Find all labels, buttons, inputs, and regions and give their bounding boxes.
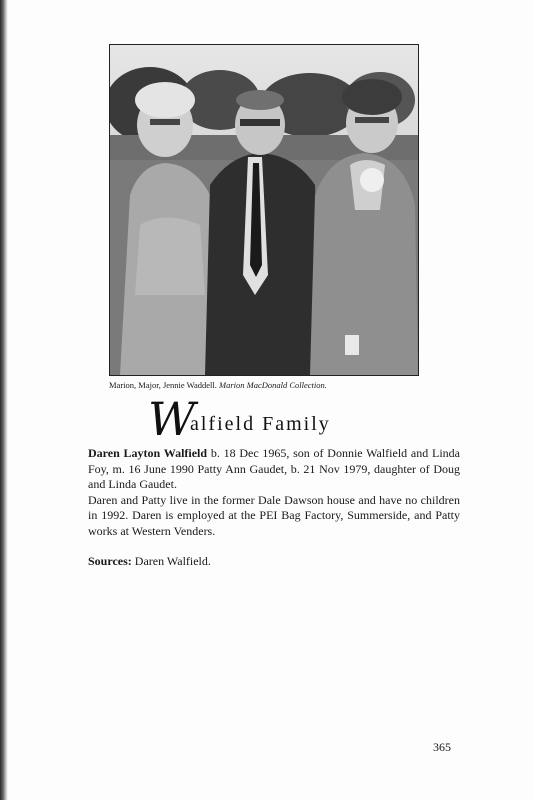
- entry-paragraph-2: Daren and Patty live in the former Dale Dawson house and have no children in 1992. Daren is employed at the PEI Bag Factory, Summerside, and Patty works at Western Venders.: [88, 492, 460, 538]
- caption-names: Marion, Major, Jennie Waddell.: [109, 380, 217, 390]
- entry-name: Daren Layton Walfield: [88, 446, 208, 460]
- page-number: 365: [433, 740, 451, 754]
- photo-caption: [109, 380, 429, 391]
- book-spine-shadow: [0, 0, 8, 800]
- entry-paragraph-1: [88, 446, 460, 493]
- sources-text: Daren Walfield.: [131, 554, 211, 568]
- family-photograph: [109, 44, 419, 376]
- sources-line: [88, 554, 460, 570]
- photo-illustration: [110, 45, 418, 375]
- entry-details: b. 18 Dec 1965, son of Donnie Walfield and Linda Foy, m. 16 June 1990 Patty Ann Gaudet, b. 21 Nov 1979, daughter of Doug and Linda Gaudet.: [88, 446, 460, 491]
- entry-body: [88, 446, 460, 570]
- section-heading: [148, 392, 408, 447]
- caption-credit: Marion MacDonald Collection.: [219, 380, 327, 390]
- sources-label: Sources:: [88, 554, 132, 568]
- heading-dropcap: W: [148, 392, 196, 446]
- heading-text: alfield Family: [190, 413, 331, 435]
